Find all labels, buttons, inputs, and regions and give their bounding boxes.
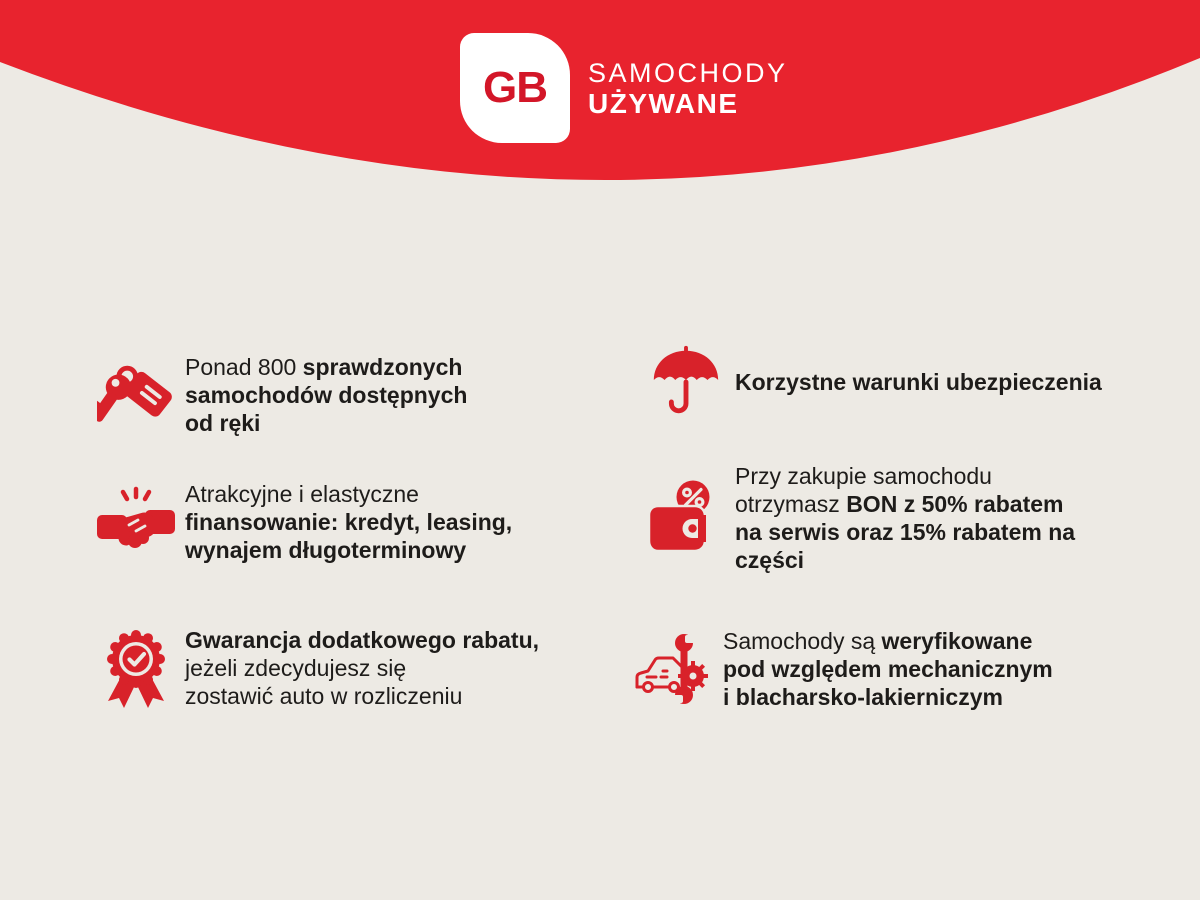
- guarantee-badge-icon: [95, 625, 177, 711]
- feature-text: Przy zakupie samochodu otrzymasz BON z 50% rabatem na serwis oraz 15% rabatem na części: [735, 463, 1076, 573]
- feature-text: Korzystne warunki ubezpieczenia: [735, 369, 1102, 395]
- car-service-icon: [633, 626, 715, 712]
- feature-voucher: [645, 462, 1075, 574]
- feature-financing: [95, 479, 512, 565]
- feature-text: Atrakcyjne i elastyczne finansowanie: kredyt, leasing, wynajem długoterminowy: [185, 481, 513, 563]
- feature-insurance: [645, 339, 1102, 425]
- feature-available-cars: [95, 352, 467, 438]
- brand-line1: SAMOCHODY: [588, 58, 788, 88]
- brand-line2: UŻYWANE: [588, 88, 739, 119]
- umbrella-icon: [645, 339, 727, 425]
- gb-logo: [460, 33, 570, 143]
- handshake-icon: [95, 479, 177, 565]
- gb-logo-text: GB: [483, 63, 547, 112]
- feature-verification: [633, 626, 1053, 712]
- brand-title: [588, 58, 788, 119]
- feature-text: Samochody są weryfikowane pod względem mechanicznym i blacharsko-lakierniczym: [723, 628, 1053, 710]
- feature-guarantee: [95, 625, 539, 711]
- feature-text: Gwarancja dodatkowego rabatu, jeżeli zdecydujesz się zostawić auto w rozliczeniu: [185, 627, 540, 709]
- wallet-discount-icon: [645, 475, 727, 561]
- car-keys-icon: [95, 352, 177, 438]
- feature-text: Ponad 800 sprawdzonych samochodów dostępnych od ręki: [185, 354, 468, 436]
